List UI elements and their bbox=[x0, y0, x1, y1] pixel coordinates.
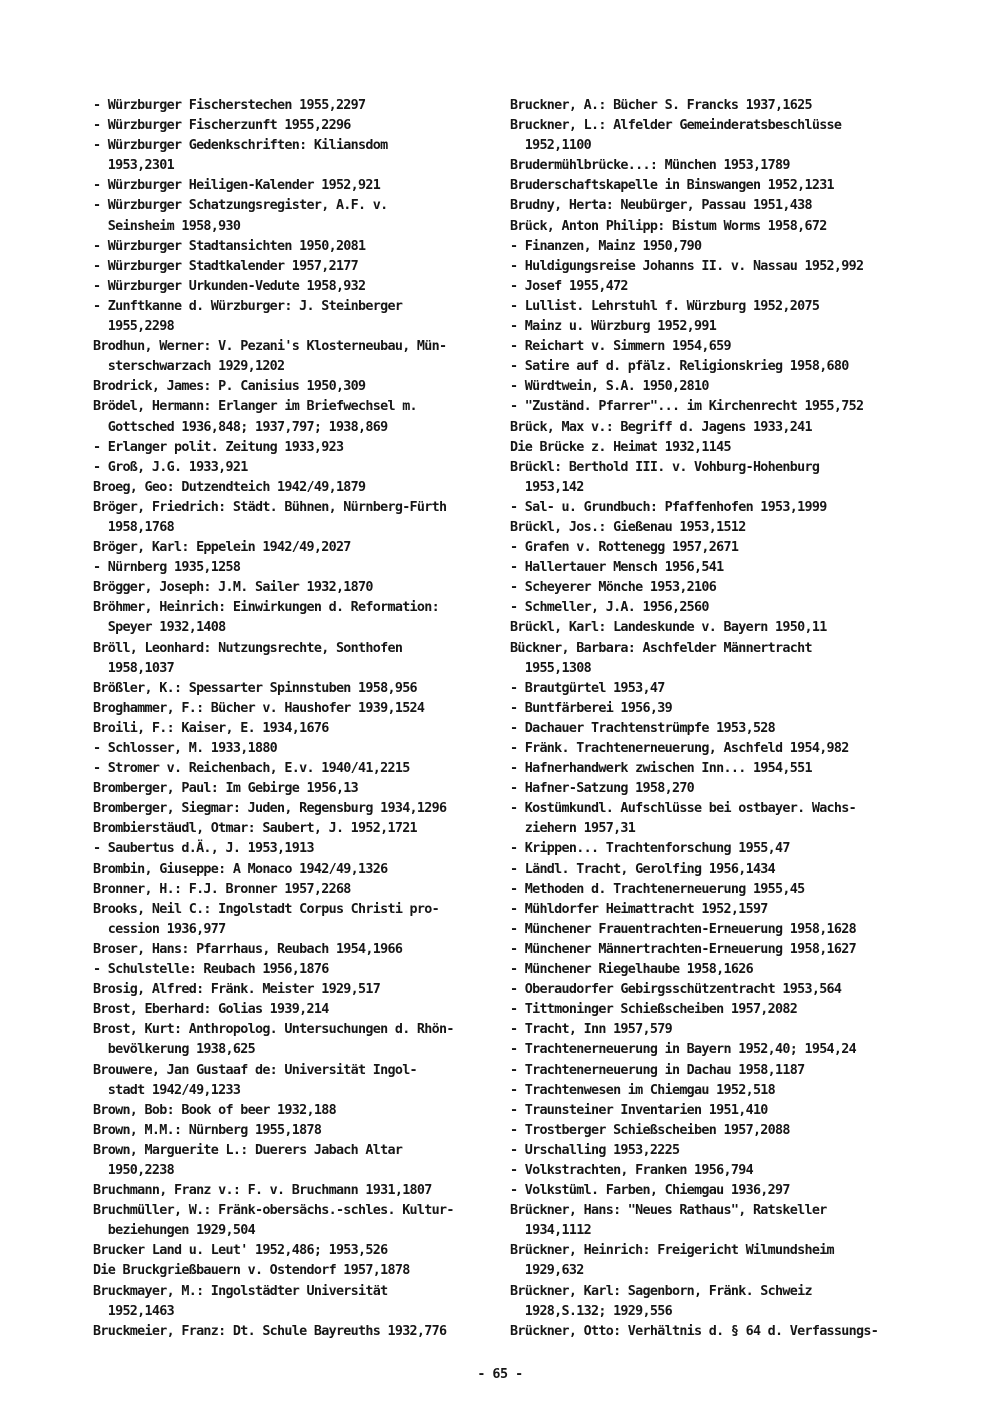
index-entry-line: Brückner, Heinrich: Freigericht Wilmundsheim bbox=[510, 1243, 834, 1259]
index-entry-line: - Finanzen, Mainz 1950,790 bbox=[510, 238, 702, 254]
index-entry-line: Bromberger, Paul: Im Gebirge 1956,13 bbox=[93, 781, 359, 797]
index-entry-line: Brost, Eberhard: Golias 1939,214 bbox=[93, 1002, 329, 1018]
index-entry-line: Brucker Land u. Leut' 1952,486; 1953,526 bbox=[93, 1243, 388, 1259]
index-entry-line: - Münchener Riegelhaube 1958,1626 bbox=[510, 962, 753, 978]
index-entry-line: Brown, Marguerite L.: Duerers Jabach Altar bbox=[93, 1142, 403, 1158]
index-entry-line: Die Bruckgrießbauern v. Ostendorf 1957,1878 bbox=[93, 1263, 410, 1279]
index-entry-line: - Buntfärberei 1956,39 bbox=[510, 700, 672, 716]
index-entry-line: - Hallertauer Mensch 1956,541 bbox=[510, 560, 724, 576]
index-entry-line: Brück, Max v.: Begriff d. Jagens 1933,241 bbox=[510, 419, 812, 435]
index-entry-line: - Trachtenwesen im Chiemgau 1952,518 bbox=[510, 1082, 776, 1098]
index-entry-line: - Trachtenerneuerung in Dachau 1958,1187 bbox=[510, 1062, 805, 1078]
index-entry-line: stadt 1942/49,1233 bbox=[93, 1082, 241, 1098]
index-entry-line: Brombierstäudl, Otmar: Saubert, J. 1952,1721 bbox=[93, 821, 417, 837]
index-entry-line: - Stromer v. Reichenbach, E.v. 1940/41,2215 bbox=[93, 761, 410, 777]
index-entry-line: Bruckner, L.: Alfelder Gemeinderatsbeschlüsse bbox=[510, 118, 842, 134]
index-entry-line: Bruchmann, Franz v.: F. v. Bruchmann 1931,1807 bbox=[93, 1183, 432, 1199]
index-entry-line: Bronner, H.: F.J. Bronner 1957,2268 bbox=[93, 881, 351, 897]
page-number: - 65 - bbox=[477, 1367, 523, 1382]
index-entry-line: - Brautgürtel 1953,47 bbox=[510, 680, 665, 696]
index-entry-line: - Würzburger Fischerstechen 1955,2297 bbox=[93, 98, 366, 113]
index-entry-line: - Erlanger polit. Zeitung 1933,923 bbox=[93, 439, 344, 455]
index-entry-line: Bruckmayer, M.: Ingolstädter Universität bbox=[93, 1283, 388, 1299]
index-entry-line: - Grafen v. Rottenegg 1957,2671 bbox=[510, 540, 739, 556]
index-entry-line: Broeg, Geo: Dutzendteich 1942/49,1879 bbox=[93, 479, 366, 495]
index-entry-line: - Volkstrachten, Franken 1956,794 bbox=[510, 1162, 753, 1178]
index-entry-line: - Würzburger Stadtkalender 1957,2177 bbox=[93, 258, 359, 274]
index-entry-line: 1934,1112 bbox=[510, 1223, 591, 1239]
index-entry-line: - Nürnberg 1935,1258 bbox=[93, 560, 241, 576]
index-entry-line: Bruderschaftskapelle in Binswangen 1952,1231 bbox=[510, 178, 834, 194]
index-entry-line: 1953,142 bbox=[510, 479, 584, 495]
index-entry-line: Brooks, Neil C.: Ingolstadt Corpus Christi pro- bbox=[93, 901, 440, 917]
index-entry-line: Brückl, Karl: Landeskunde v. Bayern 1950,11 bbox=[510, 620, 827, 636]
index-entry-line: Brödel, Hermann: Erlanger im Briefwechsel m. bbox=[93, 399, 417, 415]
index-entry-line: - Sal- u. Grundbuch: Pfaffenhofen 1953,1999 bbox=[510, 499, 827, 515]
index-entry-line: Speyer 1932,1408 bbox=[93, 620, 226, 636]
index-entry-line: - Würzburger Schatzungsregister, A.F. v. bbox=[93, 198, 388, 214]
index-entry-line: Bröger, Friedrich: Städt. Bühnen, Nürnberg-Fürth bbox=[93, 499, 447, 515]
index-entry-line: 1929,632 bbox=[510, 1263, 584, 1279]
index-entry-line: bevölkerung 1938,625 bbox=[93, 1042, 255, 1058]
index-entry-line: - Fränk. Trachtenerneuerung, Aschfeld 1954,982 bbox=[510, 741, 849, 756]
index-entry-line: - Kostümkundl. Aufschlüsse bei ostbayer. Wachs- bbox=[510, 801, 857, 817]
index-entry-line: - Oberaudorfer Gebirgsschützentracht 1953,564 bbox=[510, 982, 842, 998]
index-entry-line: 1958,1037 bbox=[93, 660, 174, 676]
index-entry-line: - Ländl. Tracht, Gerolfing 1956,1434 bbox=[510, 861, 776, 877]
index-entry-line: 1955,1308 bbox=[510, 660, 591, 676]
index-entry-line: - Münchener Frauentrachten-Erneuerung 1958,1628 bbox=[510, 921, 857, 937]
index-entry-line: 1952,1463 bbox=[93, 1303, 174, 1319]
index-entry-line: Bruchmüller, W.: Fränk-obersächs.-schles. Kultur- bbox=[93, 1203, 454, 1219]
index-entry-line: - Würzburger Stadtansichten 1950,2081 bbox=[93, 238, 366, 254]
index-entry-line: - Trachtenerneuerung in Bayern 1952,40; 1954,24 bbox=[510, 1042, 857, 1058]
index-entry-line: Broghammer, F.: Bücher v. Haushofer 1939,1524 bbox=[93, 700, 425, 716]
index-entry-line: Brown, M.M.: Nürnberg 1955,1878 bbox=[93, 1122, 322, 1138]
index-entry-line: Bruckmeier, Franz: Dt. Schule Bayreuths 1932,776 bbox=[93, 1323, 447, 1339]
index-entry-line: Brückner, Karl: Sagenborn, Fränk. Schweiz bbox=[510, 1283, 812, 1299]
index-entry-line: Bröhmer, Heinrich: Einwirkungen d. Reformation: bbox=[93, 600, 440, 616]
index-entry-line: - Huldigungsreise Johanns II. v. Nassau 1952,992 bbox=[510, 258, 864, 274]
index-entry-line: Bückner, Barbara: Aschfelder Männertracht bbox=[510, 640, 812, 656]
index-entry-line: - "Zuständ. Pfarrer"... im Kirchenrecht 1955,752 bbox=[510, 399, 864, 415]
index-entry-line: Seinsheim 1958,930 bbox=[93, 218, 241, 234]
index-entry-line: cession 1936,977 bbox=[93, 921, 226, 937]
index-entry-line: beziehungen 1929,504 bbox=[93, 1223, 255, 1239]
index-entry-line: - Josef 1955,472 bbox=[510, 278, 628, 294]
index-entry-line: - Hafnerhandwerk zwischen Inn... 1954,551 bbox=[510, 761, 812, 777]
index-entry-line: - Saubertus d.Ä., J. 1953,1913 bbox=[93, 841, 314, 857]
index-entry-line: - Mühldorfer Heimattracht 1952,1597 bbox=[510, 901, 768, 917]
index-entry-line: - Schlosser, M. 1933,1880 bbox=[93, 741, 278, 756]
index-entry-line: Bromberger, Siegmar: Juden, Regensburg 1934,1296 bbox=[93, 801, 447, 817]
index-entry-line: 1958,1768 bbox=[93, 519, 174, 535]
index-entry-line: - Traunsteiner Inventarien 1951,410 bbox=[510, 1102, 768, 1118]
index-entry-line: - Würzburger Heiligen-Kalender 1952,921 bbox=[93, 178, 381, 194]
left-index-column bbox=[93, 96, 493, 1342]
index-entry-line: - Satire auf d. pfälz. Religionskrieg 1958,680 bbox=[510, 359, 849, 375]
index-entry-line: Brückner, Otto: Verhältnis d. § 64 d. Verfassungs- bbox=[510, 1323, 879, 1339]
index-entry-line: - Würzburger Urkunden-Vedute 1958,932 bbox=[93, 278, 366, 294]
index-entry-line: 1928,S.132; 1929,556 bbox=[510, 1303, 672, 1319]
index-entry-line: Brögger, Joseph: J.M. Sailer 1932,1870 bbox=[93, 580, 373, 596]
index-entry-line: - Tracht, Inn 1957,579 bbox=[510, 1022, 672, 1038]
index-entry-line: ziehern 1957,31 bbox=[510, 821, 636, 837]
index-entry-line: - Reichart v. Simmern 1954,659 bbox=[510, 339, 731, 355]
index-entry-line: - Hafner-Satzung 1958,270 bbox=[510, 781, 695, 797]
index-entry-line: - Urschalling 1953,2225 bbox=[510, 1142, 680, 1158]
index-entry-line: Bröger, Karl: Eppelein 1942/49,2027 bbox=[93, 540, 351, 556]
index-entry-line: Brodhun, Werner: V. Pezani's Klosterneubau, Mün- bbox=[93, 339, 447, 355]
index-entry-line: Broser, Hans: Pfarrhaus, Reubach 1954,1966 bbox=[93, 941, 403, 957]
index-entry-line: Brückl: Berthold III. v. Vohburg-Hohenburg bbox=[510, 459, 820, 475]
index-entry-line: Brown, Bob: Book of beer 1932,188 bbox=[93, 1102, 336, 1118]
index-entry-line: Brückner, Hans: "Neues Rathaus", Ratskeller bbox=[510, 1203, 827, 1219]
index-entry-line: 1955,2298 bbox=[93, 319, 174, 335]
index-entry-line: Die Brücke z. Heimat 1932,1145 bbox=[510, 439, 731, 455]
index-entry-line: - Würzburger Gedenkschriften: Kiliansdom bbox=[93, 138, 388, 154]
index-entry-line: Broili, F.: Kaiser, E. 1934,1676 bbox=[93, 720, 329, 736]
index-entry-line: Brückl, Jos.: Gießenau 1953,1512 bbox=[510, 519, 746, 535]
index-entry-line: sterschwarzach 1929,1202 bbox=[93, 359, 285, 375]
index-entry-line: Gottsched 1936,848; 1937,797; 1938,869 bbox=[93, 419, 388, 435]
index-entry-line: - Zunftkanne d. Würzburger: J. Steinberger bbox=[93, 298, 403, 314]
index-entry-line: Brößler, K.: Spessarter Spinnstuben 1958,956 bbox=[93, 680, 417, 696]
index-entry-line: - Dachauer Trachtenstrümpfe 1953,528 bbox=[510, 720, 776, 736]
index-entry-line: - Mainz u. Würzburg 1952,991 bbox=[510, 319, 717, 335]
index-entry-line: - Tittmoninger Schießscheiben 1957,2082 bbox=[510, 1002, 798, 1018]
index-entry-line: Brudermühlbrücke...: München 1953,1789 bbox=[510, 158, 790, 174]
index-entry-line: - Scheyerer Mönche 1953,2106 bbox=[510, 580, 717, 596]
index-entry-line: 1950,2238 bbox=[93, 1162, 174, 1178]
index-entry-line: Brodrick, James: P. Canisius 1950,309 bbox=[93, 379, 366, 395]
index-entry-line: - Krippen... Trachtenforschung 1955,47 bbox=[510, 841, 790, 857]
index-entry-line: Brosig, Alfred: Fränk. Meister 1929,517 bbox=[93, 982, 381, 998]
index-entry-line: 1952,1100 bbox=[510, 138, 591, 154]
index-entry-line: - Trostberger Schießscheiben 1957,2088 bbox=[510, 1122, 790, 1138]
index-entry-line: - Schulstelle: Reubach 1956,1876 bbox=[93, 962, 329, 978]
index-entry-line: - Methoden d. Trachtenerneuerung 1955,45 bbox=[510, 881, 805, 897]
index-entry-line: Bröll, Leonhard: Nutzungsrechte, Sonthofen bbox=[93, 640, 403, 656]
right-index-column bbox=[510, 96, 920, 1342]
index-entry-line: 1953,2301 bbox=[93, 158, 174, 174]
index-entry-line: - Lullist. Lehrstuhl f. Würzburg 1952,2075 bbox=[510, 298, 820, 314]
index-entry-line: Brombin, Giuseppe: A Monaco 1942/49,1326 bbox=[93, 861, 388, 877]
index-entry-line: - Würzburger Fischerzunft 1955,2296 bbox=[93, 118, 351, 134]
index-entry-line: - Würdtwein, S.A. 1950,2810 bbox=[510, 379, 709, 395]
index-entry-line: Bruckner, A.: Bücher S. Francks 1937,1625 bbox=[510, 98, 812, 113]
index-entry-line: Brouwere, Jan Gustaaf de: Universität Ingol- bbox=[93, 1062, 417, 1078]
index-entry-line: - Volkstüml. Farben, Chiemgau 1936,297 bbox=[510, 1183, 790, 1199]
index-entry-line: - Groß, J.G. 1933,921 bbox=[93, 459, 248, 475]
index-entry-line: Brost, Kurt: Anthropolog. Untersuchungen d. Rhön- bbox=[93, 1022, 454, 1038]
index-entry-line: Brudny, Herta: Neubürger, Passau 1951,438 bbox=[510, 198, 812, 214]
index-entry-line: - Münchener Männertrachten-Erneuerung 1958,1627 bbox=[510, 941, 857, 957]
index-entry-line: - Schmeller, J.A. 1956,2560 bbox=[510, 600, 709, 616]
index-entry-line: Brück, Anton Philipp: Bistum Worms 1958,672 bbox=[510, 218, 827, 234]
